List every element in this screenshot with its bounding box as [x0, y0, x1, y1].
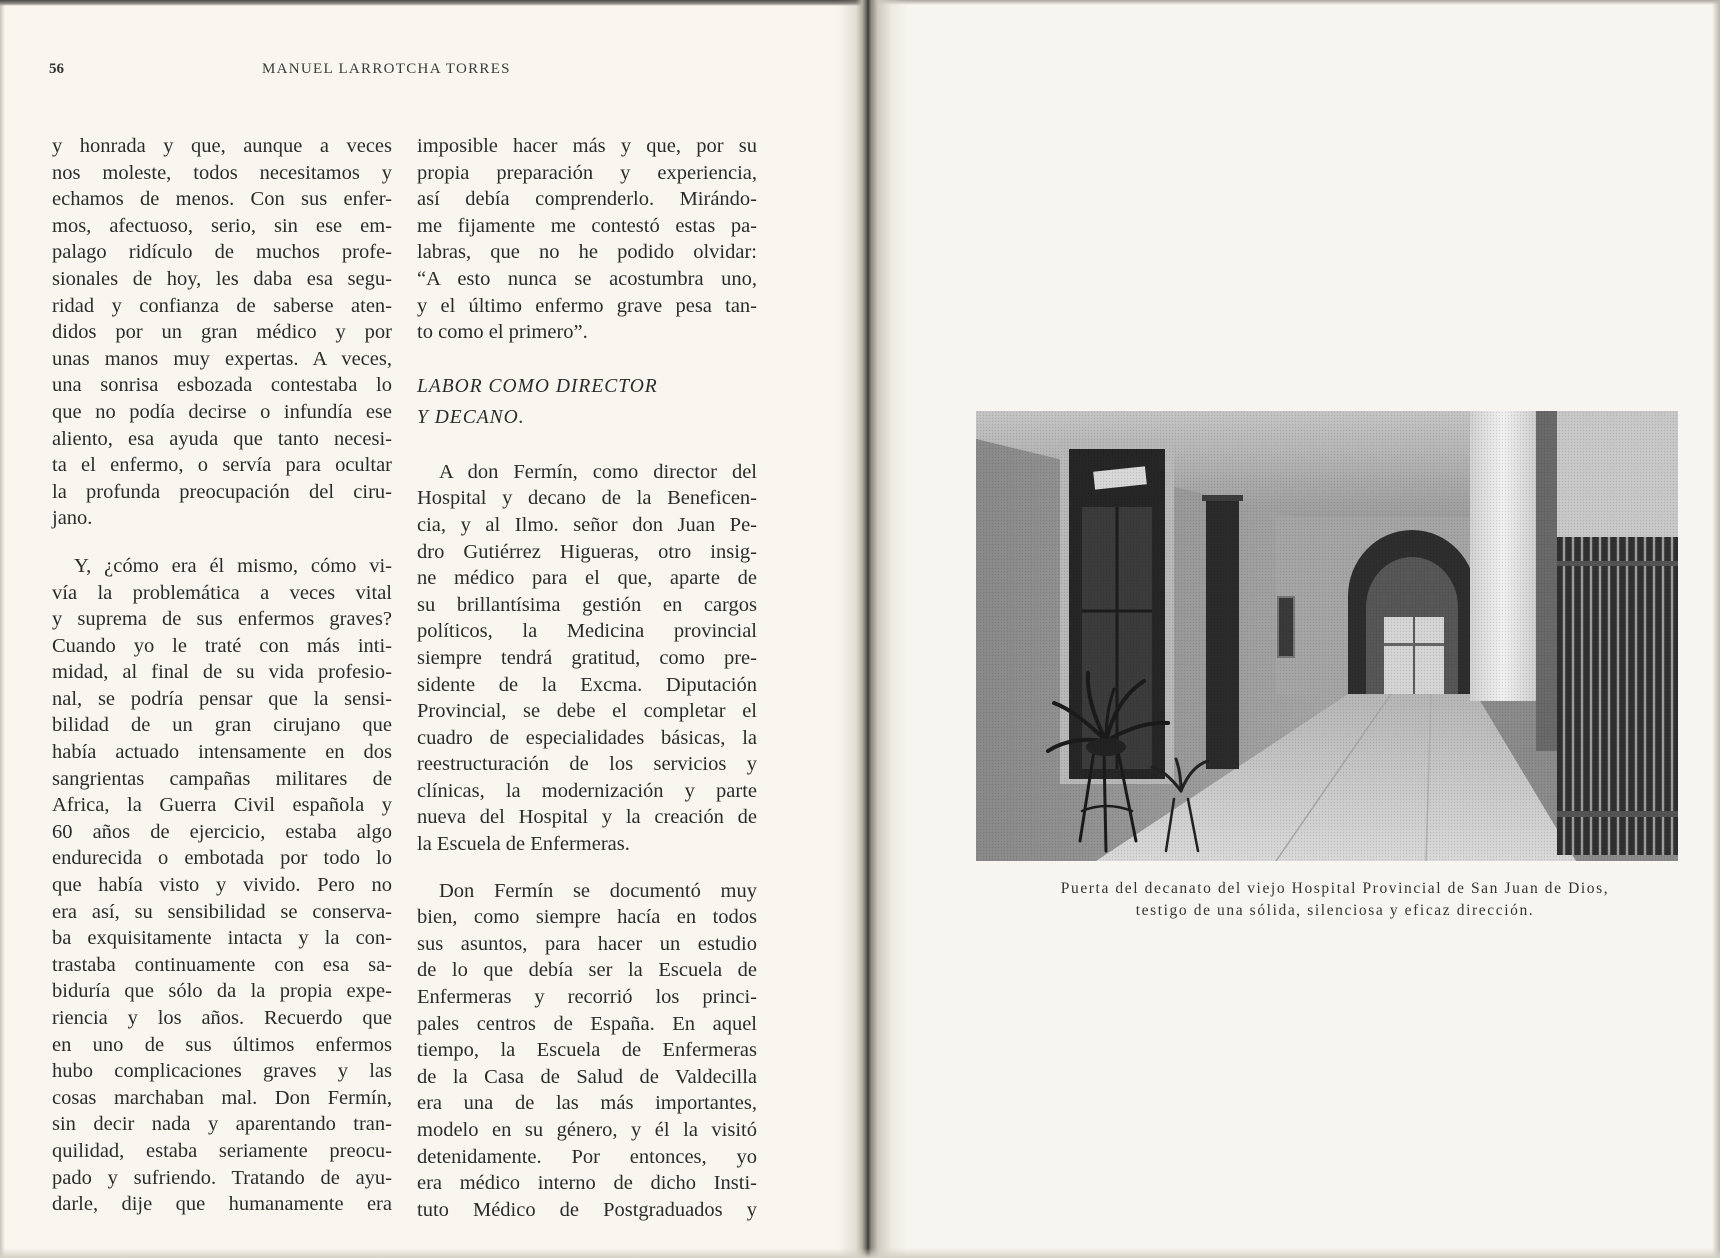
text-line: ta el enfermo, o servía para ocultar [52, 454, 392, 477]
text-line: dro Gutiérrez Higueras, otro insig- [417, 540, 757, 563]
text-line: sionales de hoy, les daba esa segu- [52, 267, 392, 290]
paragraph [52, 553, 392, 1218]
page-edge-shadow [1712, 0, 1720, 1258]
text-line: labras, que no he podido olvidar: [417, 241, 757, 264]
text-line: bien, como siempre hacía en todos [417, 906, 757, 929]
text-line: Hospital y decano de la Beneficen- [417, 487, 757, 510]
caption-line: testigo de una sólida, silenciosa y eficaz dirección. [1135, 902, 1535, 919]
text-line: quilidad, estaba seriamente preocu- [52, 1139, 392, 1162]
section-heading [417, 371, 757, 433]
text-line: nueva del Hospital y la creación de [417, 806, 757, 829]
text-line: Africa, la Guerra Civil española y [52, 794, 392, 817]
text-line: nal, se podría pensar que la sensi- [52, 687, 392, 710]
text-line: jano. [52, 507, 93, 530]
left-text-column [52, 133, 392, 1218]
text-line: siempre tendrá gratitud, como pre- [417, 646, 757, 669]
text-line: su brillantísima gestión en cargos [417, 593, 757, 616]
text-line: cosas marchaban mal. Don Fermín, [52, 1086, 392, 1109]
book-spine-gutter [838, 0, 908, 1258]
text-line: una sonrisa esbozada contestaba lo [52, 374, 392, 397]
figure-photo [976, 411, 1678, 861]
text-line: A don Fermín, como director del [439, 460, 757, 483]
text-line: clínicas, la modernización y parte [417, 779, 757, 802]
text-line: ridad y confianza de saberse aten- [52, 294, 392, 317]
text-line: y el último enfermo grave pesa tan- [417, 294, 757, 317]
hospital-corridor-photo [976, 411, 1678, 861]
text-line: era así, su sensibilidad se conserva- [52, 900, 392, 923]
text-line: echamos de menos. Con sus enfer- [52, 188, 392, 211]
text-line: de lo que debía ser la Escuela de [417, 959, 757, 982]
text-line: midad, al final de su vida profesio- [52, 661, 392, 684]
paragraph [417, 878, 757, 1224]
text-line: la profunda preocupación del ciru- [52, 480, 392, 503]
paragraph [417, 459, 757, 858]
text-line: endurecida o embotada por todo lo [52, 847, 392, 870]
text-line: vía la problemática a veces vital [52, 581, 392, 604]
text-line: la Escuela de Enfermeras. [417, 833, 630, 856]
text-line: políticos, la Medicina provincial [417, 620, 757, 643]
text-line: modelo en su género, y él la visitó [417, 1119, 757, 1141]
running-title: MANUEL LARROTCHA TORRES [262, 61, 511, 77]
continued-paragraph [417, 133, 757, 346]
text-line: imposible hacer más y que, por su [417, 135, 757, 157]
text-line: ne médico para el que, aparte de [417, 567, 757, 590]
text-line: de la Casa de Salud de Valdecilla [417, 1065, 757, 1088]
text-line: palago ridículo de muchos profe- [52, 241, 392, 264]
text-line: y honrada y que, aunque a veces [52, 135, 392, 157]
text-line: propia preparación y experiencia, [417, 161, 757, 184]
text-line: Cuando yo le traté con más inti- [52, 634, 392, 657]
text-line: cia, y al Ilmo. señor don Juan Pe- [417, 513, 757, 536]
text-line: pales centros de España. En aquel [417, 1012, 757, 1035]
text-line: biduría que sólo da la propia expe- [52, 980, 392, 1003]
figure-caption [1000, 878, 1670, 922]
text-line: to como el primero”. [417, 321, 588, 344]
text-line: pado y sufriendo. Tratando de ayu- [52, 1166, 392, 1189]
text-line: sin decir nada y aparentando tran- [52, 1113, 392, 1136]
top-edge-shadow [0, 0, 866, 6]
text-line: y suprema de sus enfermos graves? [52, 608, 392, 631]
text-line: sangrientas campañas militares de [52, 767, 392, 790]
text-line: que había visto y vivido. Pero no [52, 874, 392, 897]
text-line: Don Fermín se documentó muy [439, 879, 757, 902]
page-number: 56 [49, 61, 64, 77]
text-line: mos, afectuoso, serio, sin ese em- [52, 214, 392, 237]
text-line: trastaba continuamente con esa sa- [52, 953, 392, 976]
photo-halftone [976, 411, 1678, 861]
text-line: cuadro de especialidades básicas, la [417, 726, 757, 749]
page-edge-shadow [0, 1248, 1720, 1258]
caption-line: Puerta del decanato del viejo Hospital Provincial de San Juan de Dios, [1060, 880, 1610, 897]
text-line: tuto Médico de Postgraduados y [417, 1198, 757, 1221]
text-line: era una de las más importantes, [417, 1092, 757, 1115]
heading-line: LABOR COMO DIRECTOR [417, 375, 658, 397]
page-edge-shadow [0, 0, 5, 1258]
text-line: sus asuntos, para hacer un estudio [417, 932, 757, 955]
text-line: sidente de la Excma. Diputación [417, 673, 757, 696]
text-line: riencia y los años. Recuerdo que [52, 1007, 392, 1029]
text-line: me fijamente me contestó estas pa- [417, 214, 757, 237]
text-line: detenidamente. Por entonces, yo [417, 1145, 757, 1168]
text-line: aliento, esa ayuda que tanto necesi- [52, 427, 392, 450]
text-line: didos por un gran médico y por [52, 321, 392, 344]
text-line: reestructuración de los servicios y [417, 753, 757, 776]
text-line: “A esto nunca se acostumbra uno, [417, 267, 757, 290]
right-text-column [417, 133, 757, 1223]
text-line: unas manos muy expertas. A veces, [52, 347, 392, 370]
continued-paragraph [52, 133, 392, 532]
heading-line: Y DECANO. [417, 406, 525, 428]
text-line: había actuado intensamente en dos [52, 741, 392, 764]
text-line: bilidad de un gran cirujano que [52, 714, 392, 737]
text-line: hubo complicaciones graves y las [52, 1060, 392, 1083]
text-line: ba exquisitamente intacta y la con- [52, 927, 392, 950]
text-line: darle, dije que humanamente era [52, 1193, 392, 1216]
text-line: que no podía decirse o infundía ese [52, 400, 392, 423]
text-line: Provincial, se debe el completar el [417, 700, 757, 723]
text-line: era médico interno de dicho Insti- [417, 1172, 757, 1195]
text-line: Enfermeras y recorrió los princi- [417, 986, 757, 1009]
top-edge-shadow [866, 0, 1720, 5]
text-line: en uno de sus últimos enfermos [52, 1033, 392, 1056]
text-line: Y, ¿cómo era él mismo, cómo vi- [74, 554, 392, 577]
text-line: 60 años de ejercicio, estaba algo [52, 820, 392, 843]
text-line: nos moleste, todos necesitamos y [52, 161, 392, 184]
text-line: tiempo, la Escuela de Enfermeras [417, 1039, 757, 1062]
text-line: así debía comprenderlo. Mirándo- [417, 188, 757, 211]
